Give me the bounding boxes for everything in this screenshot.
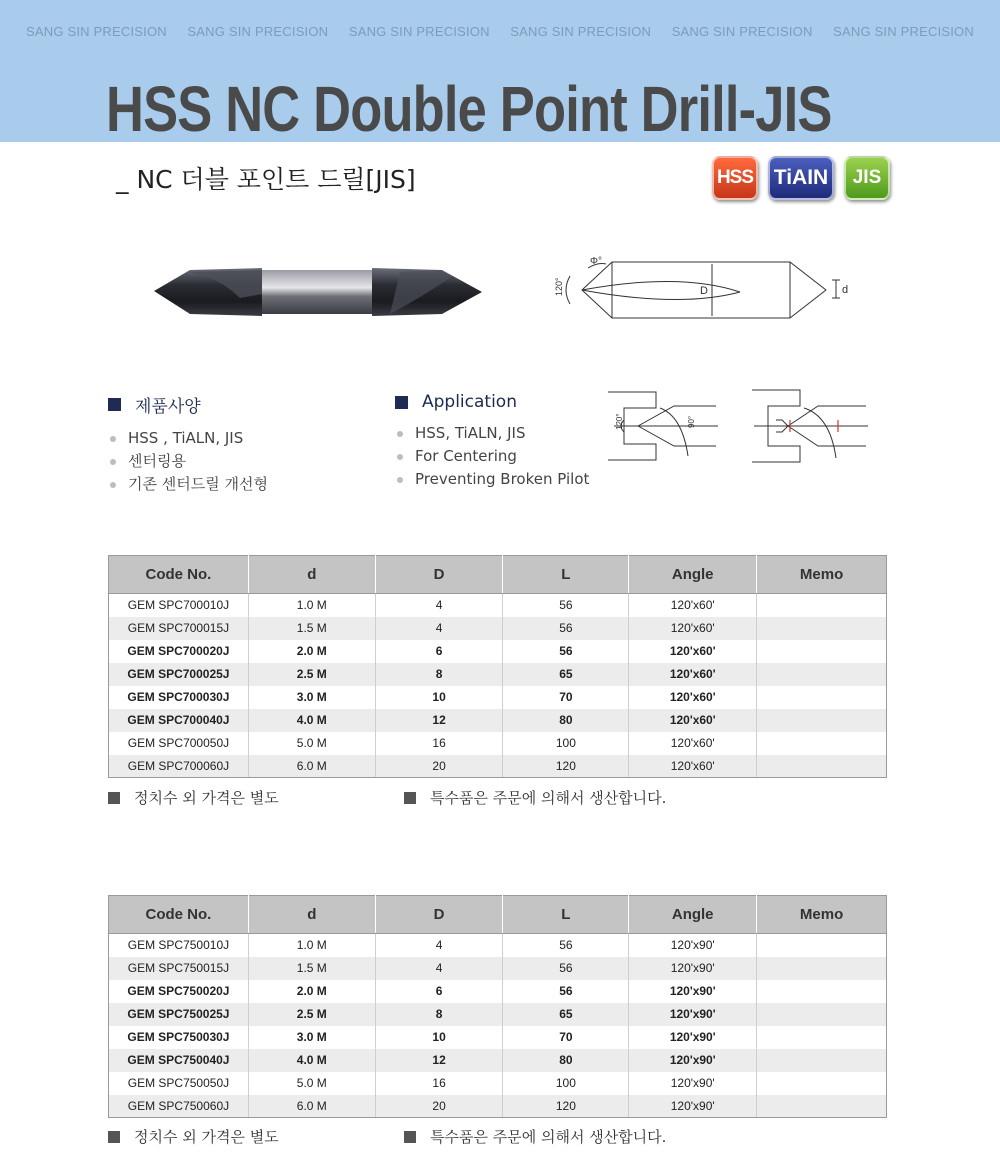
cell: 120'x60' <box>629 755 757 778</box>
cell: 5.0 M <box>248 732 375 755</box>
col-L: L <box>503 556 629 594</box>
square-bullet-icon <box>108 1131 120 1143</box>
table-row <box>109 617 887 640</box>
cell: GEM SPC750030J <box>109 1026 249 1049</box>
col-code: Code No. <box>109 896 249 934</box>
cell: 4 <box>375 617 503 640</box>
cell: 1.5 M <box>248 957 375 980</box>
spec-ko-heading <box>108 392 268 417</box>
cell <box>757 980 887 1003</box>
table-row <box>109 1095 887 1118</box>
cell: 120'x90' <box>629 934 757 957</box>
cell: 120'x60' <box>629 709 757 732</box>
cell: 120 <box>503 755 629 778</box>
cell: GEM SPC700050J <box>109 732 249 755</box>
cell: GEM SPC700020J <box>109 640 249 663</box>
cell: 65 <box>503 663 629 686</box>
application-drawing <box>604 386 874 466</box>
drill-photo <box>150 258 490 328</box>
cell: GEM SPC750050J <box>109 1072 249 1095</box>
square-bullet-icon <box>108 792 120 804</box>
cell: 120'x90' <box>629 1049 757 1072</box>
square-bullet-icon <box>395 396 408 409</box>
list-item: Preventing Broken Pilot <box>395 468 589 491</box>
square-bullet-icon <box>404 792 416 804</box>
cell <box>757 1049 887 1072</box>
cell: GEM SPC750015J <box>109 957 249 980</box>
col-d: d <box>248 896 375 934</box>
cell: 4.0 M <box>248 1049 375 1072</box>
cell: 70 <box>503 686 629 709</box>
cell: 2.5 M <box>248 1003 375 1026</box>
cell <box>757 709 887 732</box>
table-row <box>109 934 887 957</box>
cell: GEM SPC700030J <box>109 686 249 709</box>
list-item: HSS, TiALN, JIS <box>395 422 589 445</box>
table-row <box>109 663 887 686</box>
note-left <box>108 1126 279 1147</box>
cell: 1.0 M <box>248 934 375 957</box>
cell: 8 <box>375 663 503 686</box>
cell: GEM SPC750060J <box>109 1095 249 1118</box>
cell: 120'x60' <box>629 594 757 617</box>
cell <box>757 1003 887 1026</box>
cell: 1.5 M <box>248 617 375 640</box>
cell: 56 <box>503 617 629 640</box>
cell: GEM SPC750040J <box>109 1049 249 1072</box>
cell: 120'x60' <box>629 663 757 686</box>
table-row <box>109 732 887 755</box>
page-title: HSS NC Double Point Drill-JIS <box>106 73 832 145</box>
col-d: d <box>248 556 375 594</box>
jis-badge: JIS <box>844 156 890 200</box>
table-row <box>109 1049 887 1072</box>
page-subtitle: _ NC 더블 포인트 드릴[JIS] <box>116 165 416 194</box>
table-row <box>109 709 887 732</box>
cell: 56 <box>503 594 629 617</box>
cell: 1.0 M <box>248 594 375 617</box>
cell: 6 <box>375 980 503 1003</box>
col-memo: Memo <box>757 556 887 594</box>
brand-row <box>0 24 1000 39</box>
cell: 120'x90' <box>629 1026 757 1049</box>
cell: 6.0 M <box>248 1095 375 1118</box>
d-label: d <box>842 284 849 296</box>
cell <box>757 934 887 957</box>
cell: 120'x90' <box>629 1072 757 1095</box>
cell: GEM SPC750020J <box>109 980 249 1003</box>
cell: 120'x60' <box>629 686 757 709</box>
cell: GEM SPC700040J <box>109 709 249 732</box>
material-badges <box>712 156 890 200</box>
table-row <box>109 686 887 709</box>
list-item: 센터링용 <box>108 450 268 473</box>
col-angle: Angle <box>629 556 757 594</box>
col-angle: Angle <box>629 896 757 934</box>
cell: 120'x90' <box>629 957 757 980</box>
note-right <box>404 787 666 808</box>
cell: 10 <box>375 1026 503 1049</box>
cell: 56 <box>503 980 629 1003</box>
cell <box>757 686 887 709</box>
cell: 120'x90' <box>629 980 757 1003</box>
cell: 3.0 M <box>248 686 375 709</box>
cell: 80 <box>503 1049 629 1072</box>
note-right-text: 특수품은 주문에 의해서 생산합니다. <box>430 789 667 807</box>
cell: 2.0 M <box>248 980 375 1003</box>
cell: GEM SPC700025J <box>109 663 249 686</box>
cell: 2.5 M <box>248 663 375 686</box>
cell: 80 <box>503 709 629 732</box>
col-D: D <box>375 556 503 594</box>
cell: 120'x60' <box>629 732 757 755</box>
spec-table-90 <box>108 895 887 1118</box>
cell: 20 <box>375 1095 503 1118</box>
note-left-text: 정치수 외 가격은 별도 <box>134 789 279 807</box>
cell: 56 <box>503 640 629 663</box>
cell: 4 <box>375 594 503 617</box>
table-row <box>109 1026 887 1049</box>
D-label: D <box>700 285 708 297</box>
brand-text: SANG SIN PRECISION <box>671 24 813 39</box>
cell: 12 <box>375 1049 503 1072</box>
cell <box>757 594 887 617</box>
cell <box>757 1072 887 1095</box>
table-header-row <box>109 556 887 594</box>
cell: GEM SPC750025J <box>109 1003 249 1026</box>
square-bullet-icon <box>108 398 121 411</box>
list-item: HSS , TiALN, JIS <box>108 427 268 450</box>
cell: 16 <box>375 1072 503 1095</box>
dimension-drawing <box>540 252 860 332</box>
table-row <box>109 1003 887 1026</box>
table-row <box>109 1072 887 1095</box>
cell <box>757 957 887 980</box>
cell <box>757 732 887 755</box>
cell: 4 <box>375 957 503 980</box>
cell: 10 <box>375 686 503 709</box>
cell: 120'x60' <box>629 617 757 640</box>
table-row <box>109 640 887 663</box>
cell: 4 <box>375 934 503 957</box>
col-code: Code No. <box>109 556 249 594</box>
cell: 12 <box>375 709 503 732</box>
cell: 100 <box>503 1072 629 1095</box>
col-memo: Memo <box>757 896 887 934</box>
col-L: L <box>503 896 629 934</box>
cell: 120'x90' <box>629 1003 757 1026</box>
cell: 2.0 M <box>248 640 375 663</box>
cell <box>757 663 887 686</box>
brand-text: SANG SIN PRECISION <box>187 24 329 39</box>
note-left-text: 정치수 외 가격은 별도 <box>134 1128 279 1146</box>
note-right-text: 특수품은 주문에 의해서 생산합니다. <box>430 1128 667 1146</box>
brand-text: SANG SIN PRECISION <box>26 24 167 39</box>
phi-label: Φ° <box>590 256 602 267</box>
hss-badge: HSS <box>712 156 758 200</box>
cell: 6 <box>375 640 503 663</box>
cell <box>757 1026 887 1049</box>
note-left <box>108 787 279 808</box>
cell: 56 <box>503 934 629 957</box>
angle-label: 120° <box>554 277 564 296</box>
cell: 6.0 M <box>248 755 375 778</box>
cell <box>757 1095 887 1118</box>
app-angle-label: 120° <box>615 413 624 430</box>
cell: GEM SPC700060J <box>109 755 249 778</box>
table-row <box>109 755 887 778</box>
square-bullet-icon <box>404 1131 416 1143</box>
cell: 16 <box>375 732 503 755</box>
cell: 120 <box>503 1095 629 1118</box>
list-item: 기존 센터드릴 개선형 <box>108 473 268 496</box>
cell: 5.0 M <box>248 1072 375 1095</box>
note-right <box>404 1126 666 1147</box>
table-row <box>109 980 887 1003</box>
spec-en-heading <box>395 392 589 412</box>
brand-text: SANG SIN PRECISION <box>348 24 490 39</box>
cell <box>757 640 887 663</box>
cell: GEM SPC700015J <box>109 617 249 640</box>
cell <box>757 755 887 778</box>
list-item: For Centering <box>395 445 589 468</box>
cell: 120'x60' <box>629 640 757 663</box>
cell: 65 <box>503 1003 629 1026</box>
cell: 4.0 M <box>248 709 375 732</box>
table-row <box>109 957 887 980</box>
col-D: D <box>375 896 503 934</box>
cell: 20 <box>375 755 503 778</box>
brand-text: SANG SIN PRECISION <box>510 24 652 39</box>
cell: 120'x90' <box>629 1095 757 1118</box>
cell: 70 <box>503 1026 629 1049</box>
spec-table-60 <box>108 555 887 778</box>
cell: GEM SPC750010J <box>109 934 249 957</box>
spec-korean <box>108 392 268 496</box>
cell: GEM SPC700010J <box>109 594 249 617</box>
cell <box>757 617 887 640</box>
cell: 3.0 M <box>248 1026 375 1049</box>
app-angle2-label: 90° <box>687 415 696 428</box>
brand-text: SANG SIN PRECISION <box>833 24 974 39</box>
table-header-row <box>109 896 887 934</box>
cell: 56 <box>503 957 629 980</box>
spec-en-heading-text: Application <box>422 392 517 412</box>
cell: 8 <box>375 1003 503 1026</box>
cell: 100 <box>503 732 629 755</box>
tialn-badge: TiAIN <box>768 156 834 200</box>
spec-ko-heading-text: 제품사양 <box>135 397 201 417</box>
spec-english <box>395 392 589 491</box>
table-row <box>109 594 887 617</box>
